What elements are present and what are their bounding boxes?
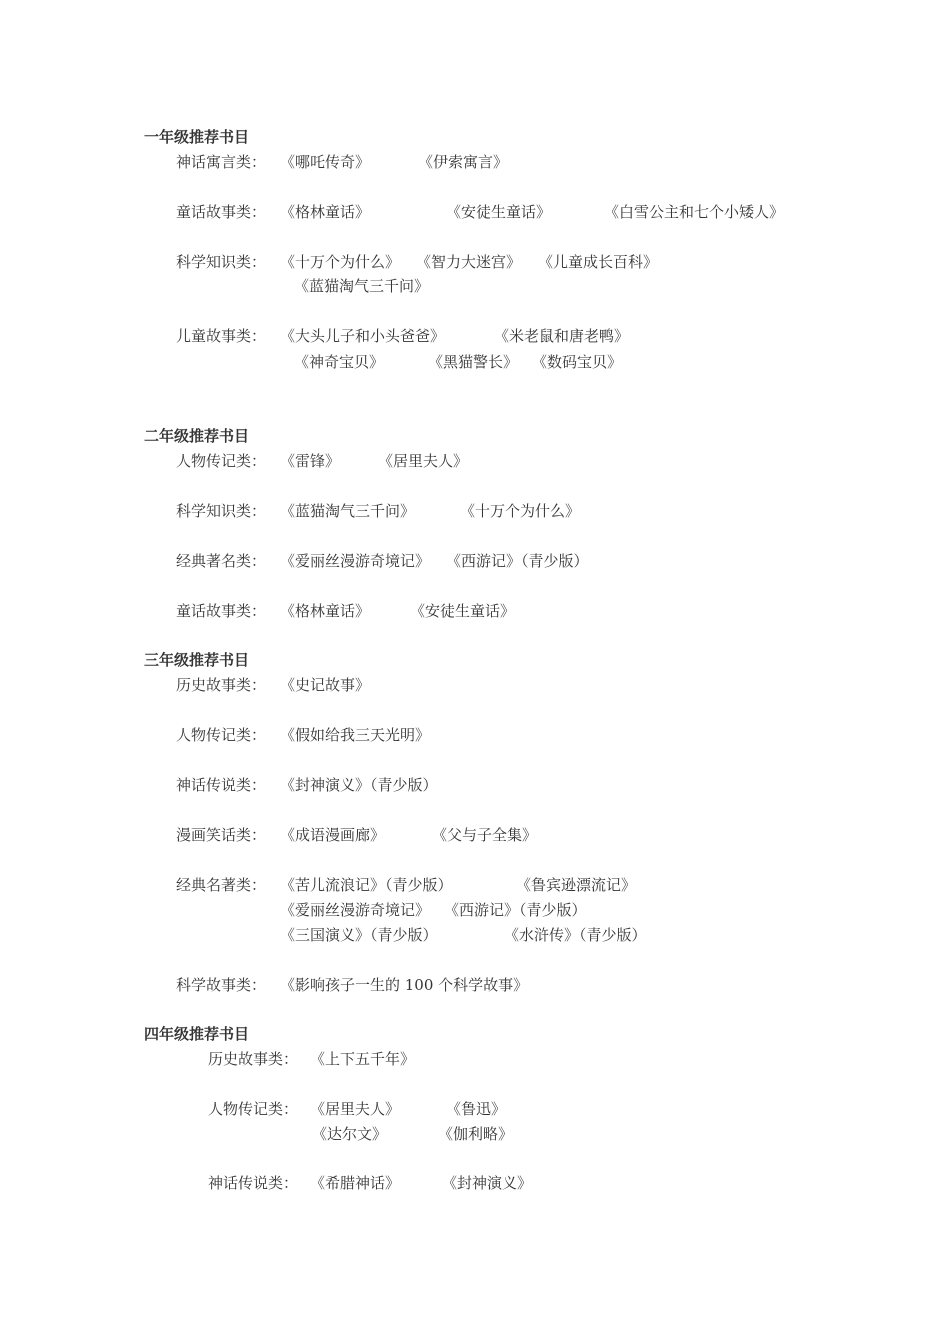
category-label: 经典名著类： bbox=[176, 876, 267, 894]
grade2-heading: 二年级推荐书目 bbox=[144, 427, 250, 445]
category-label: 历史故事类： bbox=[176, 676, 267, 694]
book-title: 《居里夫人》 bbox=[310, 1100, 401, 1118]
category-label: 神话传说类： bbox=[208, 1174, 299, 1192]
book-title: 《十万个为什么》 bbox=[460, 502, 581, 520]
grade3-heading: 三年级推荐书目 bbox=[144, 651, 250, 669]
book-title: 《水浒传》（青少版） bbox=[504, 926, 647, 944]
book-title: 《白雪公主和七个小矮人》 bbox=[604, 203, 785, 221]
book-title: 《西游记》（青少版） bbox=[446, 552, 589, 570]
category-label: 人物传记类： bbox=[176, 726, 267, 744]
book-title: 《西游记》（青少版） bbox=[444, 901, 587, 919]
book-title: 《格林童话》 bbox=[280, 203, 371, 221]
book-title: 《神奇宝贝》 bbox=[294, 353, 385, 371]
category-label: 儿童故事类： bbox=[176, 327, 267, 345]
category-label: 漫画笑话类： bbox=[176, 826, 267, 844]
grade1-heading: 一年级推荐书目 bbox=[144, 128, 250, 146]
book-title: 《儿童成长百科》 bbox=[538, 253, 659, 271]
book-title: 《苦儿流浪记》（青少版） bbox=[280, 876, 453, 894]
category-label: 经典著名类： bbox=[176, 552, 267, 570]
category-label: 人物传记类： bbox=[208, 1100, 299, 1118]
book-title: 《封神演义》（青少版） bbox=[280, 776, 438, 794]
book-title: 《假如给我三天光明》 bbox=[280, 726, 431, 744]
category-label: 童话故事类： bbox=[176, 203, 267, 221]
category-label: 神话传说类： bbox=[176, 776, 267, 794]
book-title: 《鲁宾逊漂流记》 bbox=[516, 876, 637, 894]
book-title: 《十万个为什么》 bbox=[280, 253, 401, 271]
book-title: 《影响孩子一生的 100 个科学故事》 bbox=[280, 976, 529, 994]
category-label: 人物传记类： bbox=[176, 452, 267, 470]
book-title: 《达尔文》 bbox=[312, 1125, 388, 1143]
book-title: 《鲁迅》 bbox=[446, 1100, 507, 1118]
category-label: 历史故事类： bbox=[208, 1050, 299, 1068]
category-label: 童话故事类： bbox=[176, 602, 267, 620]
book-title: 《数码宝贝》 bbox=[532, 353, 623, 371]
book-title: 《安徒生童话》 bbox=[446, 203, 552, 221]
category-label: 科学知识类： bbox=[176, 502, 267, 520]
book-title: 《伽利略》 bbox=[438, 1125, 514, 1143]
book-title: 《史记故事》 bbox=[280, 676, 371, 694]
book-title: 《智力大迷宫》 bbox=[416, 253, 522, 271]
book-title: 《成语漫画廊》 bbox=[280, 826, 386, 844]
book-title: 《黑猫警长》 bbox=[428, 353, 519, 371]
book-title: 《居里夫人》 bbox=[378, 452, 469, 470]
book-title: 《米老鼠和唐老鸭》 bbox=[494, 327, 630, 345]
book-title: 《哪吒传奇》 bbox=[280, 153, 371, 171]
grade4-heading: 四年级推荐书目 bbox=[144, 1025, 250, 1043]
book-title: 《爱丽丝漫游奇境记》 bbox=[280, 901, 431, 919]
book-title: 《蓝猫淘气三千问》 bbox=[280, 502, 416, 520]
book-title: 《封神演义》 bbox=[442, 1174, 533, 1192]
book-title: 《父与子全集》 bbox=[432, 826, 538, 844]
book-title: 《安徒生童话》 bbox=[410, 602, 516, 620]
book-title: 《爱丽丝漫游奇境记》 bbox=[280, 552, 431, 570]
category-label: 科学知识类： bbox=[176, 253, 267, 271]
book-title: 《三国演义》（青少版） bbox=[280, 926, 438, 944]
category-label: 神话寓言类： bbox=[176, 153, 267, 171]
category-label: 科学故事类： bbox=[176, 976, 267, 994]
book-title: 《伊索寓言》 bbox=[418, 153, 509, 171]
book-title: 《格林童话》 bbox=[280, 602, 371, 620]
book-title: 《希腊神话》 bbox=[310, 1174, 401, 1192]
book-title: 《雷锋》 bbox=[280, 452, 341, 470]
book-title: 《上下五千年》 bbox=[310, 1050, 416, 1068]
book-title: 《大头儿子和小头爸爸》 bbox=[280, 327, 446, 345]
book-title: 《蓝猫淘气三千问》 bbox=[294, 277, 430, 295]
